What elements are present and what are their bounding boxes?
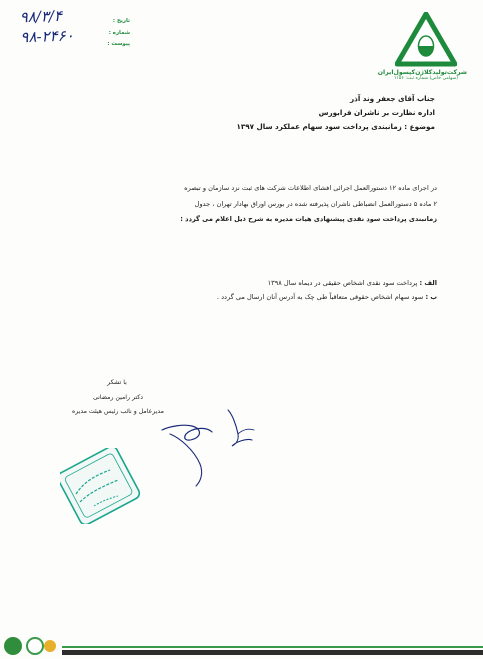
body-line: در اجرای ماده ۱۲ دستورالعمل اجرائی افشای اطلاعات شرکت های ثبت نزد سازمان و تبصره — [184, 184, 437, 192]
addressee-name: جناب آقای جعفر وند آذر — [350, 94, 435, 103]
addressee-block — [236, 92, 435, 134]
company-stamp — [60, 448, 140, 524]
letter-meta-labels — [96, 16, 130, 51]
body-paragraph — [180, 181, 437, 228]
date-value: ۹۸/۳/۴ — [19, 6, 63, 27]
signer-name: دکتر رامین رمضانی — [93, 394, 143, 401]
attachment-label: پیوست : — [107, 41, 130, 47]
number-value: ۹۸-۲۴۶۰ — [20, 26, 75, 47]
item-tag: ب : — [425, 293, 437, 301]
company-logo-block — [377, 12, 467, 82]
footer-divider — [62, 646, 483, 648]
closing-line — [81, 376, 153, 390]
signer-title: مدیرعامل و نائب رئیس هیئت مدیره — [72, 408, 164, 415]
letter-meta-values — [19, 6, 96, 49]
apple-icon — [44, 640, 56, 652]
handwritten-signature — [140, 390, 260, 490]
list-item — [217, 276, 437, 290]
company-name: شرکت‌تولیدکلاژن‌کپسول‌ایران — [377, 69, 467, 76]
company-logo-icon — [395, 12, 457, 68]
item-text: سود سهام اشخاص حقوقی متعاقباً طی چک به آدرس آنان ارسال می گردد . — [216, 293, 424, 301]
letter-footer — [0, 633, 483, 659]
item-tag: الف : — [419, 279, 437, 287]
company-registration: (سهامی خاص) شماره ثبت: ۱۱۵۶ — [393, 76, 458, 82]
certification-badge-icon — [26, 637, 44, 655]
list-item — [217, 290, 437, 304]
body-line: زمانبندی پرداخت سود نقدی پیشنهادی هیات مدیره به شرح ذیل اعلام می گردد : — [180, 215, 437, 223]
number-label: شماره : — [108, 29, 130, 36]
certification-badge-icon — [4, 637, 22, 655]
payment-items — [217, 276, 437, 304]
item-text: پرداخت سود نقدی اشخاص حقیقی در دیماه سال ۱۳۹۸ — [267, 279, 418, 287]
body-line: ۲ ماده ۵ دستورالعمل انضباطی ناشران پذیرفته شده در بورس اوراق بهادار تهران ، جدول — [194, 199, 437, 208]
addressee-department: اداره نظارت بر ناشران فرابورس — [318, 108, 435, 117]
footer-divider — [62, 650, 483, 655]
letter-subject: موضوع : زمانبندی پرداخت سود سهام عملکرد سال ۱۳۹۷ — [236, 122, 435, 131]
date-label: تاریخ : — [112, 18, 130, 24]
closing-text: با تشکر — [107, 379, 127, 386]
